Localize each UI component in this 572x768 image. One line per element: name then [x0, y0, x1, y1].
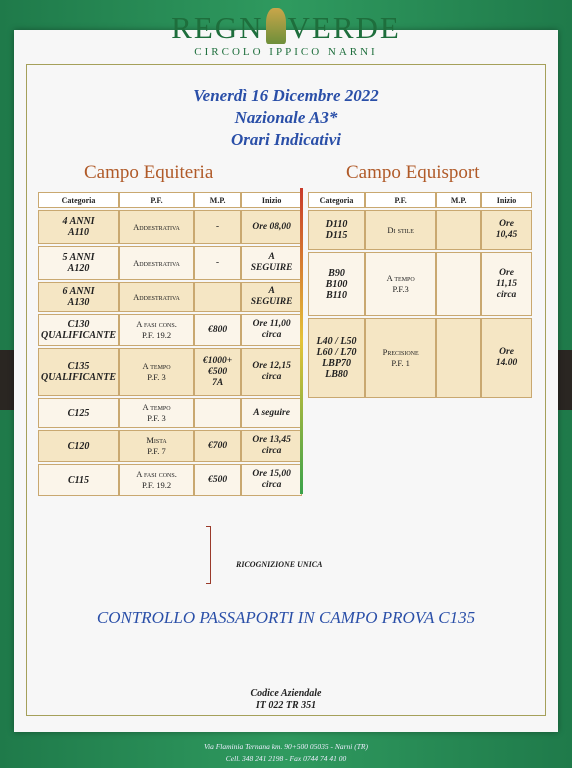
category-cell: C120 — [38, 430, 119, 462]
campo-left-title: Campo Equiteria — [84, 162, 214, 183]
column-header: Categoria — [38, 192, 119, 208]
pf-cell: Precisione P.F. 1 — [365, 318, 436, 398]
event-level: Nazionale A3* — [234, 108, 338, 127]
category-cell: C130 QUALIFICANTE — [38, 314, 119, 346]
category-cell: C135 QUALIFICANTE — [38, 348, 119, 396]
logo-subtitle: CIRCOLO IPPICO NARNI — [194, 46, 378, 58]
codice-aziendale-value: IT 022 TR 351 — [255, 700, 317, 711]
address-line: Via Flaminia Ternana km. 90+500 05035 - Narni (TR) — [203, 742, 369, 751]
start-time-cell: A seguire — [241, 398, 302, 428]
ricognizione-brace — [206, 526, 211, 584]
event-note: Orari Indicativi — [230, 130, 342, 149]
schedule-row — [38, 348, 302, 396]
start-time-cell: Ore 12,15 circa — [241, 348, 302, 396]
pf-cell: A fasi cons. P.F. 19.2 — [119, 314, 194, 346]
pf-cell: A tempo P.F. 3 — [119, 398, 194, 428]
start-time-cell: Ore 13,45 circa — [241, 430, 302, 462]
contact-line: Cell. 348 241 2198 - Fax 0744 74 41 00 — [225, 754, 347, 763]
category-cell: 6 ANNI A130 — [38, 282, 119, 312]
column-header: P.F. — [365, 192, 436, 208]
start-time-cell: Ore 14.00 — [481, 318, 532, 398]
start-time-cell: Ore 10,45 — [481, 210, 532, 250]
schedule-row — [308, 210, 532, 250]
pf-cell: Mista P.F. 7 — [119, 430, 194, 462]
column-header: Inizio — [241, 192, 302, 208]
category-cell: 5 ANNI A120 — [38, 246, 119, 280]
pf-cell: Addestrativa — [119, 282, 194, 312]
pf-cell: A tempo P.F. 3 — [119, 348, 194, 396]
flyer-sheet — [14, 10, 558, 732]
start-time-cell: A SEGUIRE — [241, 282, 302, 312]
mp-cell — [436, 318, 481, 398]
pf-cell: A fasi cons. P.F. 19.2 — [119, 464, 194, 496]
category-cell: C115 — [38, 464, 119, 496]
column-header: M.P. — [436, 192, 481, 208]
schedule-row — [38, 314, 302, 346]
schedule-row — [38, 464, 302, 496]
mp-cell — [194, 398, 241, 428]
ricognizione-label: RICOGNIZIONE UNICA — [236, 560, 323, 569]
mp-cell: €700 — [194, 430, 241, 462]
pf-cell: Addestrativa — [119, 246, 194, 280]
column-header: Categoria — [308, 192, 365, 208]
event-date: Venerdì 16 Dicembre 2022 — [193, 86, 379, 105]
codice-aziendale-label: Codice Aziendale — [250, 688, 322, 699]
mp-cell: - — [194, 210, 241, 244]
mp-cell — [194, 282, 241, 312]
start-time-cell: Ore 11,00 circa — [241, 314, 302, 346]
category-cell: 4 ANNI A110 — [38, 210, 119, 244]
campo-right-title: Campo Equisport — [346, 162, 480, 183]
mp-cell — [436, 252, 481, 316]
mp-cell: - — [194, 246, 241, 280]
schedule-row — [38, 398, 302, 428]
schedule-row — [38, 210, 302, 244]
start-time-cell: Ore 11,15 circa — [481, 252, 532, 316]
logo-brand — [14, 8, 558, 44]
column-header: M.P. — [194, 192, 241, 208]
controllo-passaporti: CONTROLLO PASSAPORTI IN CAMPO PROVA C135 — [96, 608, 476, 627]
start-time-cell: Ore 15,00 circa — [241, 464, 302, 496]
category-cell: B90 B100 B110 — [308, 252, 365, 316]
left-schedule-table — [38, 190, 302, 498]
category-cell: C125 — [38, 398, 119, 428]
schedule-row — [38, 430, 302, 462]
logo-brand-a: REGN — [171, 10, 264, 45]
start-time-cell: A SEGUIRE — [241, 246, 302, 280]
start-time-cell: Ore 08,00 — [241, 210, 302, 244]
category-cell: L40 / L50 L60 / L70 LBP70 LB80 — [308, 318, 365, 398]
category-cell: D110 D115 — [308, 210, 365, 250]
column-header: Inizio — [481, 192, 532, 208]
schedule-row — [308, 252, 532, 316]
schedule-row — [38, 246, 302, 280]
logo-brand-b: VERDE — [287, 10, 401, 45]
pf-cell: Di stile — [365, 210, 436, 250]
pf-cell: Addestrativa — [119, 210, 194, 244]
schedule-row — [38, 282, 302, 312]
mp-cell: €800 — [194, 314, 241, 346]
pf-cell: A tempo P.F.3 — [365, 252, 436, 316]
mp-cell — [436, 210, 481, 250]
column-header: P.F. — [119, 192, 194, 208]
mp-cell: €1000+ €500 7A — [194, 348, 241, 396]
divider-line — [300, 188, 303, 494]
schedule-row — [308, 318, 532, 398]
right-schedule-table — [308, 190, 532, 400]
logo — [14, 8, 558, 58]
mp-cell: €500 — [194, 464, 241, 496]
horse-icon — [266, 8, 286, 44]
